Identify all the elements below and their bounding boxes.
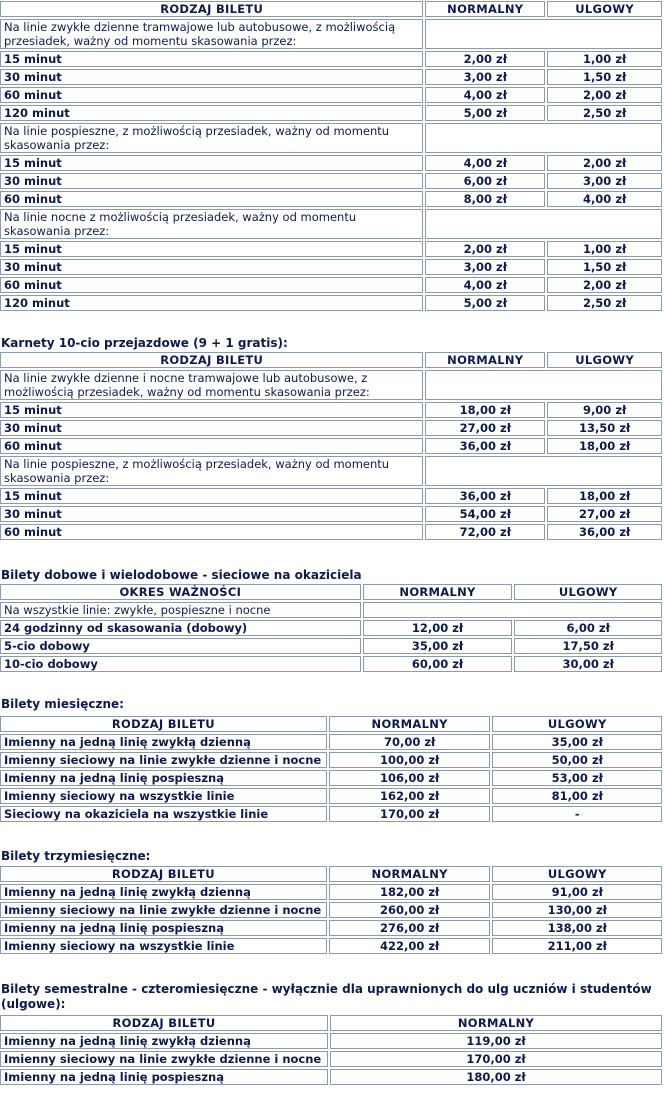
reduced-price: 50,00 zł (492, 752, 662, 768)
daily-tickets-table (0, 582, 664, 674)
table-row (0, 277, 662, 293)
reduced-price: 2,50 zł (547, 295, 662, 311)
column-header-reduced: ULGOWY (547, 1, 662, 17)
table-header-row (0, 1, 662, 17)
table-row (0, 191, 662, 207)
duration-label: 60 minut (0, 191, 423, 207)
group-description: Na linie nocne z możliwością przesiadek, ważny od momentu skasowania przez: (0, 209, 423, 239)
single-tickets-table (0, 0, 664, 313)
empty-cell (425, 209, 662, 239)
table-row (0, 788, 662, 804)
table-row (0, 734, 662, 750)
duration-label: 60 minut (0, 438, 423, 454)
normal-price: 60,00 zł (363, 656, 513, 672)
normal-price: 12,00 zł (363, 620, 513, 636)
normal-price: 119,00 zł (330, 1033, 662, 1049)
reduced-price: 91,00 zł (492, 884, 662, 900)
normal-price: 36,00 zł (425, 488, 545, 504)
duration-label: 60 minut (0, 87, 423, 103)
duration-label: 60 minut (0, 277, 423, 293)
reduced-price: 53,00 zł (492, 770, 662, 786)
reduced-price: 2,00 zł (547, 155, 662, 171)
group-description: Na wszystkie linie: zwykłe, pospieszne i nocne (0, 602, 361, 618)
ticket-type: Imienny sieciowy na linie zwykłe dzienne i nocne (0, 752, 327, 768)
table-row (0, 620, 662, 636)
table-row (0, 259, 662, 275)
table-header-row (0, 866, 662, 882)
table-row (0, 770, 662, 786)
ticket-type: Imienny na jedną linię zwykłą dzienną (0, 884, 327, 900)
group-description-row (0, 209, 662, 239)
duration-label: 30 minut (0, 173, 423, 189)
section-heading-semester: Bilety semestralne - czteromiesięczne - wyłącznie dla uprawnionych do ulg uczniów i studentów (ulgowe): (1, 982, 652, 1011)
empty-cell (425, 19, 662, 49)
reduced-price: 18,00 zł (547, 488, 662, 504)
normal-price: 8,00 zł (425, 191, 545, 207)
table-row (0, 402, 662, 418)
duration-label: 120 minut (0, 295, 423, 311)
normal-price: 4,00 zł (425, 155, 545, 171)
reduced-price: 3,00 zł (547, 173, 662, 189)
table-row (0, 638, 662, 654)
table-row (0, 920, 662, 936)
table-row (0, 1033, 662, 1049)
group-description-row (0, 370, 662, 400)
duration-label: 15 minut (0, 488, 423, 504)
normal-price: 260,00 zł (329, 902, 491, 918)
reduced-price: 2,50 zł (547, 105, 662, 121)
ticket-type: Imienny sieciowy na wszystkie linie (0, 938, 327, 954)
reduced-price: 35,00 zł (492, 734, 662, 750)
column-header-type: RODZAJ BILETU (0, 716, 327, 732)
ten-ride-table (0, 350, 664, 542)
table-header-row (0, 584, 662, 600)
table-row (0, 524, 662, 540)
normal-price: 27,00 zł (425, 420, 545, 436)
table-header-row (0, 716, 662, 732)
normal-price: 180,00 zł (330, 1069, 662, 1085)
empty-cell (425, 123, 662, 153)
table-row (0, 506, 662, 522)
reduced-price: 81,00 zł (492, 788, 662, 804)
normal-price: 100,00 zł (329, 752, 491, 768)
ticket-type: Imienny na jedną linię zwykłą dzienną (0, 734, 327, 750)
column-header-reduced: ULGOWY (492, 716, 662, 732)
normal-price: 3,00 zł (425, 69, 545, 85)
column-header-validity: OKRES WAŻNOŚCI (0, 584, 361, 600)
normal-price: 70,00 zł (329, 734, 491, 750)
section-heading-monthly: Bilety miesięczne: (1, 697, 124, 711)
table-row (0, 438, 662, 454)
table-row (0, 1051, 662, 1067)
reduced-price: - (492, 806, 662, 822)
table-row (0, 295, 662, 311)
section-heading-three-month: Bilety trzymiesięczne: (1, 849, 151, 863)
group-description: Na linie pospieszne, z możliwością przesiadek, ważny od momentu skasowania przez: (0, 123, 423, 153)
column-header-normal: NORMALNY (363, 584, 513, 600)
reduced-price: 13,50 zł (547, 420, 662, 436)
normal-price: 162,00 zł (329, 788, 491, 804)
normal-price: 5,00 zł (425, 295, 545, 311)
normal-price: 36,00 zł (425, 438, 545, 454)
ticket-type: Imienny na jedną linię zwykłą dzienną (0, 1033, 328, 1049)
table-row (0, 752, 662, 768)
reduced-price: 1,00 zł (547, 241, 662, 257)
group-description: Na linie pospieszne, z możliwością przesiadek, ważny od momentu skasowania przez: (0, 456, 423, 486)
ticket-type: Imienny sieciowy na linie zwykłe dzienne i nocne (0, 902, 327, 918)
column-header-type: RODZAJ BILETU (0, 352, 423, 368)
reduced-price: 36,00 zł (547, 524, 662, 540)
duration-label: 30 minut (0, 420, 423, 436)
section-heading-daily: Bilety dobowe i wielodobowe - sieciowe na okaziciela (1, 568, 362, 582)
table-row (0, 884, 662, 900)
normal-price: 182,00 zł (329, 884, 491, 900)
column-header-type: RODZAJ BILETU (0, 1, 423, 17)
table-header-row (0, 352, 662, 368)
reduced-price: 1,50 zł (547, 69, 662, 85)
reduced-price: 1,50 zł (547, 259, 662, 275)
column-header-normal: NORMALNY (329, 866, 491, 882)
table-row (0, 105, 662, 121)
table-row (0, 806, 662, 822)
column-header-reduced: ULGOWY (514, 584, 662, 600)
normal-price: 6,00 zł (425, 173, 545, 189)
ticket-type: Sieciowy na okaziciela na wszystkie linie (0, 806, 327, 822)
ticket-type: Imienny na jedną linię pospieszną (0, 770, 327, 786)
normal-price: 4,00 zł (425, 87, 545, 103)
normal-price: 276,00 zł (329, 920, 491, 936)
group-description: Na linie zwykłe dzienne i nocne tramwajowe lub autobusowe, z możliwością przesiadek, ważny od momentu skasowania przez: (0, 370, 423, 400)
monthly-tickets-table (0, 714, 664, 824)
column-header-normal: NORMALNY (330, 1015, 662, 1031)
column-header-type: RODZAJ BILETU (0, 1015, 328, 1031)
group-description-row (0, 456, 662, 486)
normal-price: 54,00 zł (425, 506, 545, 522)
normal-price: 5,00 zł (425, 105, 545, 121)
reduced-price: 1,00 zł (547, 51, 662, 67)
reduced-price: 211,00 zł (492, 938, 662, 954)
normal-price: 2,00 zł (425, 51, 545, 67)
table-row (0, 938, 662, 954)
ticket-type: Imienny sieciowy na wszystkie linie (0, 788, 327, 804)
reduced-price: 18,00 zł (547, 438, 662, 454)
three-month-tickets-table (0, 864, 664, 956)
table-row (0, 241, 662, 257)
empty-cell (425, 370, 662, 400)
table-row (0, 155, 662, 171)
normal-price: 3,00 zł (425, 259, 545, 275)
ticket-type: Imienny sieciowy na linie zwykłe dzienne i nocne (0, 1051, 328, 1067)
normal-price: 72,00 zł (425, 524, 545, 540)
reduced-price: 2,00 zł (547, 277, 662, 293)
column-header-reduced: ULGOWY (547, 352, 662, 368)
column-header-reduced: ULGOWY (492, 866, 662, 882)
reduced-price: 30,00 zł (514, 656, 662, 672)
reduced-price: 130,00 zł (492, 902, 662, 918)
normal-price: 35,00 zł (363, 638, 513, 654)
column-header-normal: NORMALNY (425, 1, 545, 17)
reduced-price: 17,50 zł (514, 638, 662, 654)
group-description: Na linie zwykłe dzienne tramwajowe lub autobusowe, z możliwością przesiadek, ważny od momentu skasowania przez: (0, 19, 423, 49)
table-row (0, 902, 662, 918)
duration-label: 30 minut (0, 506, 423, 522)
reduced-price: 138,00 zł (492, 920, 662, 936)
table-row (0, 420, 662, 436)
ticket-type: 24 godzinny od skasowania (dobowy) (0, 620, 361, 636)
table-row (0, 488, 662, 504)
normal-price: 106,00 zł (329, 770, 491, 786)
column-header-type: RODZAJ BILETU (0, 866, 327, 882)
reduced-price: 27,00 zł (547, 506, 662, 522)
ticket-type: 10-cio dobowy (0, 656, 361, 672)
group-description-row (0, 123, 662, 153)
column-header-normal: NORMALNY (329, 716, 491, 732)
table-row (0, 51, 662, 67)
column-header-normal: NORMALNY (425, 352, 545, 368)
duration-label: 15 minut (0, 241, 423, 257)
reduced-price: 6,00 zł (514, 620, 662, 636)
empty-cell (363, 602, 662, 618)
reduced-price: 4,00 zł (547, 191, 662, 207)
table-row (0, 656, 662, 672)
normal-price: 170,00 zł (330, 1051, 662, 1067)
table-row (0, 1069, 662, 1085)
table-header-row (0, 1015, 662, 1031)
duration-label: 15 minut (0, 402, 423, 418)
duration-label: 60 minut (0, 524, 423, 540)
section-heading-10-ride: Karnety 10-cio przejazdowe (9 + 1 gratis): (1, 336, 288, 350)
normal-price: 18,00 zł (425, 402, 545, 418)
reduced-price: 9,00 zł (547, 402, 662, 418)
ticket-type: Imienny na jedną linię pospieszną (0, 920, 327, 936)
normal-price: 4,00 zł (425, 277, 545, 293)
duration-label: 15 minut (0, 51, 423, 67)
duration-label: 30 minut (0, 259, 423, 275)
table-row (0, 173, 662, 189)
duration-label: 30 minut (0, 69, 423, 85)
normal-price: 422,00 zł (329, 938, 491, 954)
group-description-row (0, 19, 662, 49)
duration-label: 120 minut (0, 105, 423, 121)
empty-cell (425, 456, 662, 486)
semester-tickets-table (0, 1013, 664, 1087)
normal-price: 170,00 zł (329, 806, 491, 822)
normal-price: 2,00 zł (425, 241, 545, 257)
table-row (0, 69, 662, 85)
duration-label: 15 minut (0, 155, 423, 171)
reduced-price: 2,00 zł (547, 87, 662, 103)
table-row (0, 87, 662, 103)
ticket-type: 5-cio dobowy (0, 638, 361, 654)
group-description-row (0, 602, 662, 618)
ticket-type: Imienny na jedną linię pospieszną (0, 1069, 328, 1085)
